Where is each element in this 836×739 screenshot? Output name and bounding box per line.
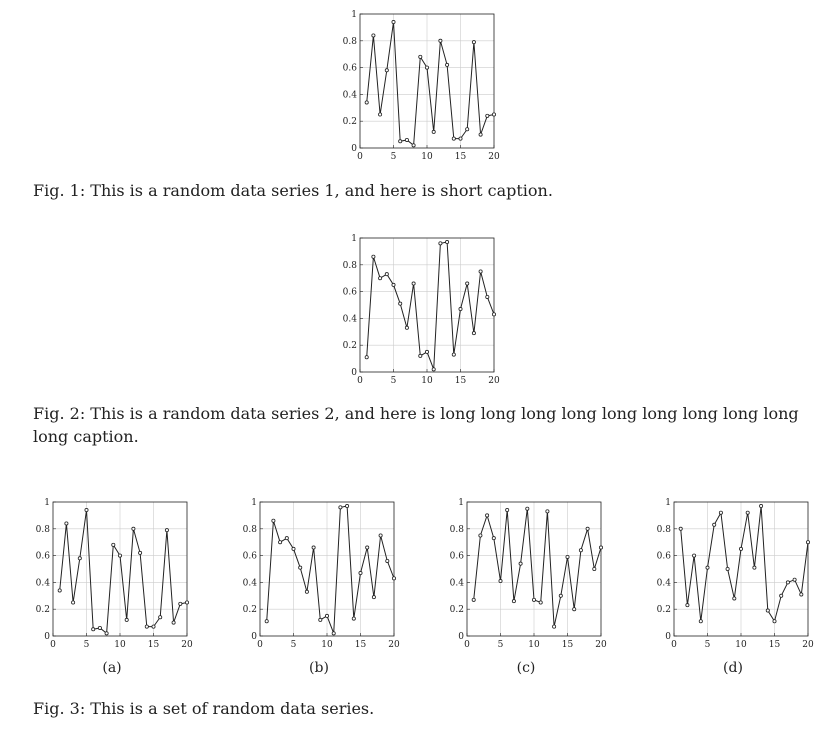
data-point (486, 514, 489, 517)
data-point (392, 283, 395, 286)
data-point (806, 541, 809, 544)
figure-3c-chart (447, 496, 609, 654)
x-tick-label: 0 (671, 640, 677, 650)
x-tick-label: 0 (50, 640, 56, 650)
data-point (559, 594, 562, 597)
data-point (780, 594, 783, 597)
y-tick-label: 0.4 (449, 578, 464, 589)
figure-3b-label: (b) (309, 660, 329, 676)
data-point (319, 618, 322, 621)
data-point (760, 504, 763, 507)
figure-3a-chart (33, 496, 195, 654)
x-tick-label: 20 (595, 640, 607, 650)
data-point (98, 626, 101, 629)
data-point (526, 507, 529, 510)
y-tick-label: 0.6 (449, 551, 464, 562)
y-tick-label: 0.2 (656, 605, 671, 616)
data-point (419, 354, 422, 357)
data-point (512, 600, 515, 603)
data-point (265, 620, 268, 623)
data-point (432, 368, 435, 371)
data-point (365, 101, 368, 104)
data-point (486, 114, 489, 117)
data-point (399, 302, 402, 305)
y-tick-label: 0.6 (656, 551, 671, 562)
data-point (379, 113, 382, 116)
figure-3d-chart (654, 496, 816, 654)
data-point (305, 590, 308, 593)
x-tick-label: 20 (388, 640, 400, 650)
data-point (466, 282, 469, 285)
data-point (459, 137, 462, 140)
data-point (593, 567, 596, 570)
y-tick-label: 0.4 (342, 314, 357, 325)
y-tick-label: 0.4 (342, 90, 357, 101)
y-tick-label: 0 (458, 632, 464, 642)
data-point (372, 596, 375, 599)
data-point (546, 510, 549, 513)
data-point (419, 55, 422, 58)
data-point (139, 551, 142, 554)
figure-2-caption: Fig. 2: This is a random data series 2, and here is long long long long long long long long long long caption. (33, 404, 799, 446)
figure-1-chart (340, 8, 502, 166)
x-tick-label: 20 (488, 376, 500, 386)
data-point (713, 523, 716, 526)
data-point (359, 571, 362, 574)
x-tick-label: 15 (454, 376, 467, 386)
y-tick-label: 0.8 (449, 524, 464, 535)
data-point (179, 602, 182, 605)
y-tick-label: 0.6 (342, 63, 357, 74)
y-tick-label: 0.8 (342, 36, 357, 47)
data-point (446, 63, 449, 66)
y-tick-label: 0 (665, 632, 671, 642)
y-tick-label: 0.8 (35, 524, 50, 535)
data-point (325, 614, 328, 617)
data-point (599, 546, 602, 549)
x-tick-label: 10 (421, 152, 433, 162)
data-point (312, 546, 315, 549)
data-point (519, 562, 522, 565)
data-point (753, 566, 756, 569)
x-tick-label: 20 (488, 152, 500, 162)
data-point (185, 601, 188, 604)
y-tick-label: 0.6 (342, 287, 357, 298)
series-line (267, 506, 394, 633)
x-tick-label: 5 (83, 640, 90, 650)
data-point (112, 543, 115, 546)
figure-3d-label: (d) (723, 660, 743, 676)
x-tick-label: 10 (735, 640, 747, 650)
data-point (492, 313, 495, 316)
data-point (566, 555, 569, 558)
data-point (392, 20, 395, 23)
y-tick-label: 0.6 (242, 551, 257, 562)
figure-3a-label: (a) (102, 660, 122, 676)
y-tick-label: 1 (458, 498, 464, 508)
y-tick-label: 0 (251, 632, 257, 642)
y-tick-label: 0.2 (342, 341, 357, 352)
y-tick-label: 1 (351, 234, 357, 244)
y-tick-label: 0 (44, 632, 50, 642)
data-point (472, 332, 475, 335)
data-point (773, 620, 776, 623)
data-point (405, 138, 408, 141)
data-point (425, 350, 428, 353)
data-point (379, 277, 382, 280)
x-tick-label: 15 (454, 152, 467, 162)
data-point (405, 326, 408, 329)
data-point (479, 270, 482, 273)
series-line (681, 506, 808, 621)
data-point (719, 511, 722, 514)
figure-3-caption: Fig. 3: This is a set of random data series. (33, 699, 375, 718)
data-point (132, 527, 135, 530)
data-point (706, 566, 709, 569)
x-tick-label: 15 (561, 640, 574, 650)
x-tick-label: 5 (290, 640, 297, 650)
data-point (466, 128, 469, 131)
data-point (532, 598, 535, 601)
data-point (679, 527, 682, 530)
data-point (272, 519, 275, 522)
data-point (452, 353, 455, 356)
y-tick-label: 0 (351, 368, 357, 378)
data-point (285, 537, 288, 540)
x-tick-label: 20 (181, 640, 193, 650)
data-point (65, 522, 68, 525)
data-point (686, 604, 689, 607)
data-point (786, 581, 789, 584)
x-tick-label: 15 (147, 640, 160, 650)
y-tick-label: 0.8 (242, 524, 257, 535)
data-point (486, 295, 489, 298)
y-tick-label: 1 (251, 498, 257, 508)
figure-2-chart (340, 232, 502, 390)
y-tick-label: 1 (665, 498, 671, 508)
data-point (412, 282, 415, 285)
figure-3c-label: (c) (516, 660, 536, 676)
y-tick-label: 0.4 (242, 578, 257, 589)
data-point (352, 617, 355, 620)
data-point (172, 621, 175, 624)
data-point (399, 140, 402, 143)
data-point (412, 144, 415, 147)
data-point (439, 39, 442, 42)
data-point (379, 534, 382, 537)
x-tick-label: 10 (421, 376, 433, 386)
data-point (553, 625, 556, 628)
data-point (125, 618, 128, 621)
data-point (766, 609, 769, 612)
y-tick-label: 0.2 (242, 605, 257, 616)
data-point (506, 508, 509, 511)
data-point (292, 547, 295, 550)
data-point (392, 577, 395, 580)
data-point (92, 628, 95, 631)
data-point (739, 547, 742, 550)
series-line (367, 242, 494, 369)
x-tick-label: 10 (114, 640, 126, 650)
data-point (693, 554, 696, 557)
data-point (439, 242, 442, 245)
data-point (78, 557, 81, 560)
x-tick-label: 5 (704, 640, 711, 650)
x-tick-label: 10 (528, 640, 540, 650)
data-point (746, 511, 749, 514)
data-point (385, 273, 388, 276)
data-point (479, 133, 482, 136)
x-tick-label: 0 (464, 640, 470, 650)
data-point (446, 240, 449, 243)
x-tick-label: 0 (357, 376, 363, 386)
data-point (72, 601, 75, 604)
data-point (539, 601, 542, 604)
data-point (425, 66, 428, 69)
x-tick-label: 5 (390, 152, 397, 162)
x-tick-label: 10 (321, 640, 333, 650)
data-point (452, 137, 455, 140)
y-tick-label: 0 (351, 144, 357, 154)
data-point (459, 307, 462, 310)
data-point (58, 589, 61, 592)
x-tick-label: 0 (357, 152, 363, 162)
x-tick-label: 5 (390, 376, 397, 386)
data-point (472, 598, 475, 601)
data-point (386, 559, 389, 562)
data-point (118, 554, 121, 557)
y-tick-label: 1 (44, 498, 50, 508)
x-tick-label: 5 (497, 640, 504, 650)
data-point (85, 508, 88, 511)
y-tick-label: 0.2 (342, 117, 357, 128)
y-tick-label: 0.6 (35, 551, 50, 562)
data-point (366, 546, 369, 549)
x-tick-label: 15 (354, 640, 367, 650)
y-tick-label: 0.4 (656, 578, 671, 589)
data-point (726, 567, 729, 570)
data-point (472, 41, 475, 44)
data-point (699, 620, 702, 623)
data-point (339, 506, 342, 509)
data-point (299, 566, 302, 569)
data-point (579, 549, 582, 552)
data-point (800, 593, 803, 596)
data-point (159, 616, 162, 619)
y-tick-label: 0.2 (35, 605, 50, 616)
y-tick-label: 1 (351, 10, 357, 20)
data-point (586, 527, 589, 530)
figure-1-caption: Fig. 1: This is a random data series 1, and here is short caption. (33, 181, 553, 200)
x-tick-label: 20 (802, 640, 814, 650)
data-point (332, 632, 335, 635)
x-tick-label: 15 (768, 640, 781, 650)
data-point (492, 113, 495, 116)
y-tick-label: 0.8 (656, 524, 671, 535)
y-tick-label: 0.8 (342, 260, 357, 271)
data-point (492, 537, 495, 540)
data-point (346, 504, 349, 507)
data-point (165, 529, 168, 532)
y-tick-label: 0.4 (35, 578, 50, 589)
data-point (733, 597, 736, 600)
data-point (105, 632, 108, 635)
data-point (573, 608, 576, 611)
data-point (479, 534, 482, 537)
data-point (372, 34, 375, 37)
y-tick-label: 0.2 (449, 605, 464, 616)
data-point (279, 541, 282, 544)
data-point (385, 69, 388, 72)
data-point (152, 625, 155, 628)
figure-3b-chart (240, 496, 402, 654)
data-point (793, 578, 796, 581)
data-point (432, 130, 435, 133)
data-point (499, 579, 502, 582)
data-point (145, 625, 148, 628)
data-point (365, 356, 368, 359)
data-point (372, 255, 375, 258)
x-tick-label: 0 (257, 640, 263, 650)
